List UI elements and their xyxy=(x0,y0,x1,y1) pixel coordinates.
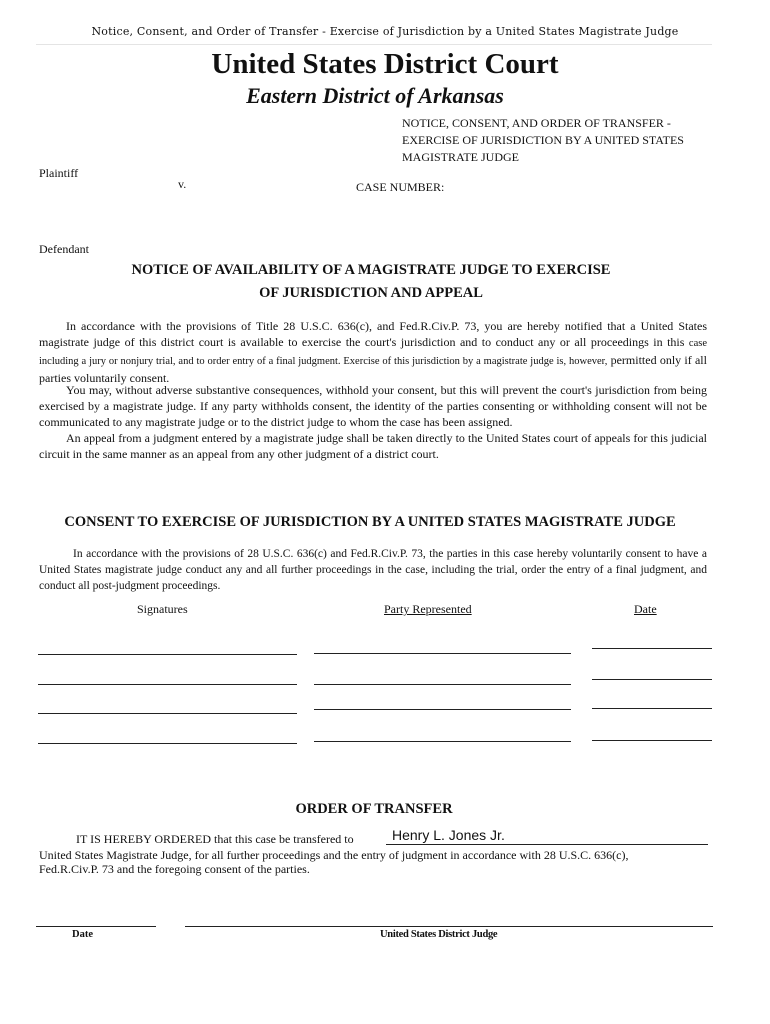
case-number-label: CASE NUMBER: xyxy=(356,180,445,194)
order-body-line2: Fed.R.Civ.P. 73 and the foregoing consent of the parties. xyxy=(39,862,310,876)
notice-paragraph-3 xyxy=(39,430,707,462)
signature-line[interactable] xyxy=(38,684,297,685)
versus-label: v. xyxy=(178,177,187,191)
notice-paragraph-1-c: permitted only if all parties voluntarily consent. xyxy=(39,353,707,385)
consent-heading: CONSENT TO EXERCISE OF JURISDICTION BY A UNITED STATES MAGISTRATE JUDGE xyxy=(64,514,676,530)
district-judge-signature-line[interactable] xyxy=(185,926,713,927)
form-title-line: NOTICE, CONSENT, AND ORDER OF TRANSFER - xyxy=(402,116,671,130)
notice-heading-line2: OF JURISDICTION AND APPEAL xyxy=(259,285,483,301)
date-column-label: Date xyxy=(634,602,657,616)
signature-line[interactable] xyxy=(38,743,297,744)
court-name: United States District Court xyxy=(211,48,559,80)
plaintiff-label: Plaintiff xyxy=(39,166,79,180)
order-date-line[interactable] xyxy=(36,926,156,927)
party-line[interactable] xyxy=(314,684,571,685)
date-line[interactable] xyxy=(592,708,712,709)
form-title xyxy=(402,115,732,166)
notice-paragraph-1-b: case including a jury or nonjury trial, and to order entry of a final judgment. Exercise of this jurisdiction by a magistrate judge is, however, xyxy=(39,338,707,367)
order-date-label: Date xyxy=(72,929,93,940)
date-line[interactable] xyxy=(592,679,712,680)
defendant-label: Defendant xyxy=(39,242,89,256)
notice-paragraph-1-a: In accordance with the provisions of Title 28 U.S.C. 636(c), and Fed.R.Civ.P. 73, you are hereby notified that a United States magistrate judge of this district court is available to exercise the court's jurisdiction and to conduct any or all proceedings in this xyxy=(39,319,707,349)
notice-paragraph-3-text: An appeal from a judgment entered by a magistrate judge shall be taken directly to the United States court of appeals for this judicial circuit in the same manner as an appeal from any other judgment of a district court. xyxy=(39,431,707,461)
party-line[interactable] xyxy=(314,653,571,654)
party-represented-column-label: Party Represented xyxy=(384,602,472,616)
consent-body xyxy=(39,546,707,594)
date-line[interactable] xyxy=(592,740,712,741)
consent-body-text: In accordance with the provisions of 28 U.S.C. 636(c) and Fed.R.Civ.P. 73, the parties in this case hereby voluntarily consent to have a United States magistrate judge conduct any and all further proceedings in the case, including the trial, order the entry of a final judgment, and conduct all post-judgment proceedings. xyxy=(39,548,707,592)
notice-paragraph-1 xyxy=(39,318,707,386)
district-name: Eastern District of Arkansas xyxy=(246,83,504,108)
magistrate-judge-field[interactable] xyxy=(386,826,708,845)
page-header: Notice, Consent, and Order of Transfer - Exercise of Jurisdiction by a United States Magistrate Judge xyxy=(91,25,679,38)
order-ordered-text: IT IS HEREBY ORDERED that this case be transfered to xyxy=(76,832,354,846)
signature-line[interactable] xyxy=(38,654,297,655)
header-divider xyxy=(36,44,712,45)
form-title-line: MAGISTRATE JUDGE xyxy=(402,150,519,164)
date-line[interactable] xyxy=(592,648,712,649)
order-body-line1: United States Magistrate Judge, for all further proceedings and the entry of judgment in accordance with 28 U.S.C. 636(c), xyxy=(39,848,629,862)
notice-heading-line1: NOTICE OF AVAILABILITY OF A MAGISTRATE JUDGE TO EXERCISE xyxy=(131,262,611,278)
district-judge-label: United States District Judge xyxy=(380,929,498,940)
notice-paragraph-2 xyxy=(39,382,707,430)
signatures-column-label: Signatures xyxy=(137,602,188,616)
party-line[interactable] xyxy=(314,709,571,710)
signature-line[interactable] xyxy=(38,713,297,714)
party-line[interactable] xyxy=(314,741,571,742)
notice-paragraph-2-text: You may, without adverse substantive consequences, withhold your consent, but this will prevent the court's jurisdiction from being exercised by a magistrate judge. If any party withholds consent, the identity of the parties consenting or withholding consent will not be communicated to any magistrate judge or to the district judge to whom the case has been assigned. xyxy=(39,383,707,429)
magistrate-judge-name: Henry L. Jones Jr. xyxy=(392,827,505,843)
form-title-line: EXERCISE OF JURISDICTION BY A UNITED STATES xyxy=(402,133,684,147)
order-heading: ORDER OF TRANSFER xyxy=(295,801,453,817)
